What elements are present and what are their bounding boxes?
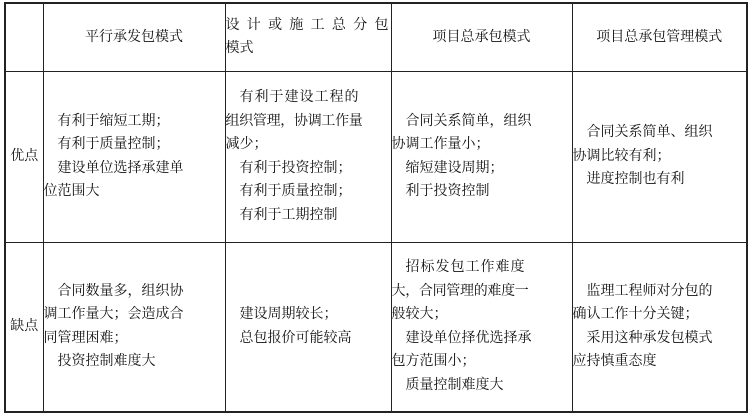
header-corner: [5, 3, 43, 71]
text-line: 缩短建设周期；: [405, 159, 504, 176]
advantages-general-subcontracting: [225, 71, 391, 242]
comparison-table: [4, 2, 748, 413]
disadvantages-parallel: [43, 242, 225, 412]
text-line: 合同关系简单，组织: [405, 112, 532, 129]
text-line: 协调工作量小；: [391, 136, 490, 152]
header-parallel-contracting: 平行承发包模式: [43, 3, 225, 71]
text-line: 有利于建设工程的: [239, 89, 360, 105]
text-line: 有利于工期控制: [239, 206, 338, 223]
text-line: 组织管理，协调工作量: [225, 112, 363, 129]
text-line: 同管理困难；: [43, 329, 128, 346]
text-line: 有利于质量控制；: [57, 136, 170, 152]
text-line: 包方范围小；: [391, 353, 476, 370]
header-general-subcontracting-line1: 设计或施工总分包: [225, 16, 391, 33]
header-general-subcontracting-line2: 模式: [225, 40, 254, 57]
text-line: 确认工作十分关键；: [572, 306, 699, 323]
text-line: 有利于缩短工期；: [57, 112, 170, 129]
text-line: 有利于质量控制；: [239, 183, 352, 199]
header-project-contracting-management: 项目总承包管理模式: [572, 3, 747, 71]
text-line: 般较大；: [391, 306, 448, 323]
text-line: 位范围大: [43, 183, 100, 199]
text-line: 招标发包工作难度: [405, 259, 526, 276]
advantages-parallel: [43, 71, 225, 242]
text-line: 应持慎重态度: [572, 353, 657, 370]
text-line: 建设周期较长；: [239, 306, 338, 323]
disadvantages-project-contracting-management: [572, 242, 747, 412]
text-line: 大，合同管理的难度一: [391, 282, 529, 299]
text-line: 采用这种承发包模式: [586, 329, 713, 346]
text-line: 建设单位择优选择承: [405, 329, 532, 346]
disadvantages-row: [5, 242, 747, 412]
text-line: 投资控制难度大: [57, 353, 156, 370]
text-line: 监理工程师对分包的: [586, 282, 713, 299]
advantages-row: [5, 71, 747, 242]
text-line: 总包报价可能较高: [239, 329, 352, 346]
row-label-advantages: 优点: [5, 71, 43, 242]
header-project-general-contracting: 项目总承包模式: [391, 3, 572, 71]
text-line: 有利于投资控制；: [239, 159, 352, 176]
text-line: 协调比较有利；: [572, 147, 671, 164]
disadvantages-project-general-contracting: [391, 242, 572, 412]
text-line: 利于投资控制: [405, 183, 490, 199]
text-line: 合同关系简单、组织: [586, 124, 713, 141]
advantages-project-contracting-management: [572, 71, 747, 242]
advantages-project-general-contracting: [391, 71, 572, 242]
text-line: 减少；: [225, 136, 268, 152]
header-row: [5, 3, 747, 71]
disadvantages-general-subcontracting: [225, 242, 391, 412]
text-line: 质量控制难度大: [405, 376, 504, 393]
header-general-subcontracting: [225, 3, 391, 71]
text-line: 合同数量多，组织协: [57, 282, 184, 299]
row-label-disadvantages: 缺点: [5, 242, 43, 412]
text-line: 建设单位选择承建单: [57, 159, 184, 176]
text-line: 进度控制也有利: [586, 171, 685, 188]
text-line: 调工作量大；会造成合: [43, 306, 184, 323]
